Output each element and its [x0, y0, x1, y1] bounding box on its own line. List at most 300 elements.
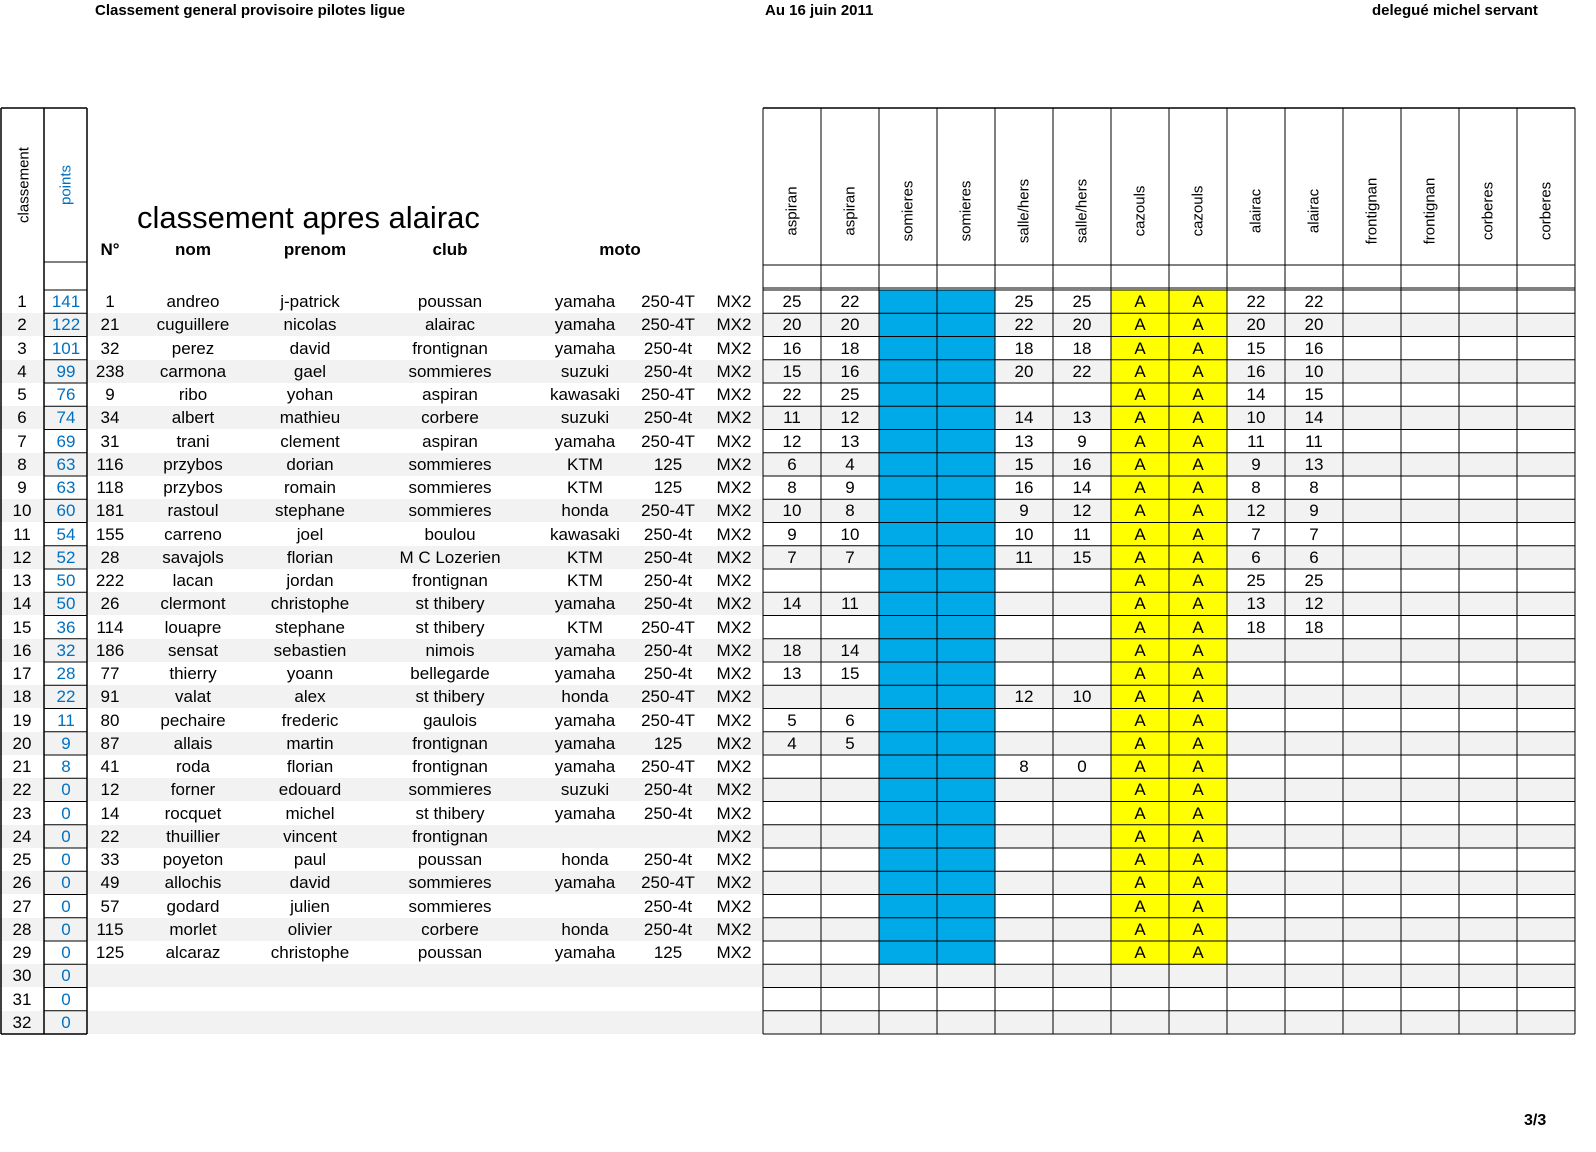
race-result-cell: 18 — [1014, 338, 1034, 358]
cell-club: alairac — [424, 315, 476, 335]
race-result-cell: A — [1192, 385, 1204, 404]
race-result-cell: 6 — [787, 454, 797, 474]
race-result-cell: 9 — [787, 524, 797, 544]
cell-make: yamaha — [554, 803, 616, 823]
race-result-cell: A — [1192, 524, 1204, 544]
race-result-cell: 15 — [840, 664, 860, 683]
race-result-cell: 15 — [1246, 338, 1266, 358]
race-result-cell: 13 — [840, 431, 860, 451]
race-result-cell: 9 — [1309, 501, 1319, 521]
race-result-cell: 14 — [1304, 408, 1324, 428]
cell-cat: MX2 — [716, 640, 752, 660]
cell-num: 115 — [96, 919, 124, 939]
race-result-cell: A — [1192, 687, 1204, 707]
column-header-prenom: prenom — [283, 240, 347, 259]
cell-club: sommieres — [408, 780, 492, 800]
cell-nom: godard — [166, 896, 220, 916]
cell-num: 9 — [105, 385, 115, 404]
race-result-cell: 14 — [840, 640, 860, 660]
cell-cat: MX2 — [716, 873, 752, 893]
cell-nom: lacan — [172, 571, 214, 590]
race-result-cell: 6 — [1309, 547, 1319, 567]
cell-num: 49 — [100, 873, 120, 893]
cell-prenom: joel — [296, 524, 324, 544]
race-result-cell: 8 — [845, 501, 855, 521]
cell-prenom: mathieu — [279, 408, 341, 428]
race-result-cell: 13 — [1246, 594, 1266, 614]
race-header: alairac — [1305, 188, 1323, 233]
cell-cat: MX2 — [716, 385, 752, 404]
cell-club: poussan — [417, 292, 483, 311]
cell-rank: 14 — [12, 594, 32, 614]
race-result-cell: A — [1134, 896, 1146, 916]
cell-num: 114 — [96, 617, 124, 637]
cell-rank: 11 — [13, 524, 31, 544]
cell-nom: przybos — [163, 454, 223, 474]
race-result-cell: A — [1192, 571, 1204, 590]
cell-nom: rocquet — [164, 803, 222, 823]
cell-rank: 16 — [12, 640, 32, 660]
race-result-cell: A — [1192, 780, 1204, 800]
cell-num: 91 — [100, 687, 120, 707]
cell-points: 0 — [61, 896, 71, 916]
column-header-club: club — [432, 240, 468, 259]
cell-rank: 26 — [12, 873, 32, 893]
race-result-cell: 22 — [1014, 315, 1034, 335]
race-result-cell: 13 — [1304, 454, 1324, 474]
cell-num: 222 — [95, 571, 125, 590]
cell-points: 28 — [56, 664, 76, 683]
race-result-cell: A — [1192, 478, 1204, 497]
race-result-cell: A — [1192, 826, 1204, 846]
race-result-cell: 7 — [1309, 524, 1319, 544]
cell-nom: valat — [175, 687, 211, 707]
race-result-cell: 18 — [1304, 617, 1324, 637]
cell-points: 50 — [56, 571, 76, 590]
race-result-cell: A — [1134, 733, 1146, 753]
race-result-cell: A — [1192, 850, 1204, 869]
race-result-cell: 10 — [1246, 408, 1266, 428]
cell-prenom: vincent — [283, 826, 337, 846]
cell-cat: MX2 — [716, 826, 752, 846]
cell-cc: 125 — [653, 943, 683, 962]
race-result-cell: A — [1134, 478, 1146, 497]
cell-num: 1 — [105, 292, 115, 311]
race-result-cell: A — [1134, 780, 1146, 800]
race-result-cell: 12 — [1246, 501, 1266, 521]
cell-prenom: christophe — [270, 594, 350, 614]
cell-cc: 125 — [653, 478, 683, 497]
cell-cat: MX2 — [716, 733, 752, 753]
race-result-cell: 16 — [1072, 454, 1092, 474]
cell-make: honda — [561, 687, 609, 707]
cell-make: KTM — [567, 478, 603, 497]
race-result-cell: 6 — [845, 710, 855, 730]
race-result-cell: 4 — [787, 733, 797, 753]
cell-club: st thibery — [415, 617, 485, 637]
race-result-cell: A — [1134, 431, 1146, 451]
cell-points: 0 — [61, 989, 71, 1009]
race-result-cell: 7 — [787, 547, 797, 567]
race-result-cell: 11 — [841, 594, 859, 614]
race-result-cell: 20 — [1304, 315, 1324, 335]
cell-make: yamaha — [554, 315, 616, 335]
race-result-cell: A — [1134, 338, 1146, 358]
cell-prenom: jordan — [286, 571, 334, 590]
cell-rank: 7 — [17, 431, 27, 451]
race-result-cell: 8 — [1251, 478, 1261, 497]
race-result-cell: 18 — [840, 338, 860, 358]
race-result-cell: A — [1134, 454, 1146, 474]
cell-cat: MX2 — [716, 454, 752, 474]
cell-nom: savajols — [162, 547, 224, 567]
cell-club: sommieres — [408, 873, 492, 893]
race-result-cell: 9 — [1019, 501, 1029, 521]
race-result-cell: A — [1134, 640, 1146, 660]
cell-cc: 250-4T — [641, 687, 695, 707]
race-result-cell: A — [1192, 919, 1204, 939]
cell-cat: MX2 — [716, 919, 752, 939]
cell-prenom: dorian — [286, 454, 334, 474]
column-header-moto: moto — [599, 240, 641, 259]
cell-make: yamaha — [554, 431, 616, 451]
race-result-cell: 20 — [1072, 315, 1092, 335]
race-header: alairac — [1247, 188, 1265, 233]
race-result-cell: A — [1134, 943, 1146, 962]
race-result-cell: A — [1192, 594, 1204, 614]
race-result-cell: 10 — [782, 501, 802, 521]
cell-make: yamaha — [554, 757, 616, 776]
cell-points: 0 — [61, 803, 71, 823]
cell-prenom: david — [289, 338, 331, 358]
cell-rank: 10 — [12, 501, 32, 521]
race-result-cell: A — [1134, 687, 1146, 707]
cell-num: 28 — [100, 547, 120, 567]
cell-cc: 250-4t — [643, 850, 693, 869]
column-header-nom: nom — [175, 240, 211, 259]
cell-rank: 20 — [12, 733, 32, 753]
race-result-cell: 10 — [1304, 361, 1324, 381]
cell-points: 9 — [61, 733, 71, 753]
race-result-cell: 16 — [840, 361, 860, 381]
cell-club: sommieres — [408, 896, 492, 916]
cell-rank: 9 — [17, 478, 27, 497]
cell-prenom: stephane — [275, 617, 345, 637]
cell-points: 0 — [61, 850, 71, 869]
cell-nom: forner — [170, 780, 216, 800]
cell-cc: 250-4T — [641, 757, 695, 776]
race-result-cell: 25 — [1014, 292, 1034, 311]
cell-club: aspiran — [422, 431, 478, 451]
race-header: frontignan — [1421, 177, 1439, 244]
cell-points: 8 — [61, 757, 71, 776]
cell-prenom: olivier — [287, 919, 333, 939]
cell-club: corbere — [421, 919, 479, 939]
cell-points: 76 — [56, 385, 76, 404]
race-result-cell: A — [1134, 408, 1146, 428]
cell-cc: 250-4T — [641, 873, 695, 893]
race-result-cell: 22 — [1072, 361, 1092, 381]
cell-num: 12 — [100, 780, 120, 800]
cell-num: 14 — [100, 803, 120, 823]
cell-prenom: gael — [293, 361, 327, 381]
cell-cc: 250-4t — [643, 664, 693, 683]
cell-points: 141 — [51, 292, 81, 311]
cell-club: frontignan — [412, 338, 488, 358]
cell-nom: clermont — [160, 594, 226, 614]
race-result-cell: 11 — [783, 408, 801, 428]
cell-rank: 1 — [17, 292, 27, 311]
race-result-cell: A — [1134, 919, 1146, 939]
cell-club: boulou — [424, 524, 476, 544]
race-result-cell: A — [1134, 757, 1146, 776]
cell-club: frontignan — [412, 826, 488, 846]
cell-cc: 250-4t — [643, 408, 693, 428]
race-result-cell: A — [1134, 710, 1146, 730]
cell-make: yamaha — [554, 640, 616, 660]
cell-points: 69 — [56, 431, 76, 451]
cell-rank: 28 — [12, 919, 32, 939]
cell-points: 0 — [61, 780, 71, 800]
race-result-cell: A — [1192, 617, 1204, 637]
cell-points: 99 — [56, 361, 76, 381]
race-result-cell: A — [1134, 617, 1146, 637]
cell-prenom: florian — [286, 547, 334, 567]
race-result-cell: 10 — [840, 524, 860, 544]
race-result-cell: A — [1134, 873, 1146, 893]
cell-make: KTM — [567, 617, 603, 637]
race-result-cell: 22 — [782, 385, 802, 404]
cell-nom: allochis — [164, 873, 222, 893]
race-result-cell: 25 — [782, 292, 802, 311]
race-result-cell: 8 — [1019, 757, 1029, 776]
cell-club: frontignan — [412, 733, 488, 753]
race-result-cell: 9 — [845, 478, 855, 497]
race-header: somieres — [957, 180, 975, 241]
cell-cc: 250-4t — [643, 896, 693, 916]
cell-rank: 22 — [12, 780, 32, 800]
race-result-cell: 25 — [1072, 292, 1092, 311]
cell-nom: thierry — [169, 664, 217, 683]
race-result-cell: A — [1192, 873, 1204, 893]
cell-points: 0 — [61, 966, 71, 986]
cell-cc: 250-4T — [641, 710, 695, 730]
cell-nom: cuguillere — [156, 315, 230, 335]
cell-rank: 6 — [17, 408, 27, 428]
race-result-cell: 16 — [1304, 338, 1324, 358]
race-result-cell: A — [1192, 454, 1204, 474]
cell-nom: carreno — [164, 524, 222, 544]
cell-cc: 250-4T — [641, 617, 695, 637]
cell-points: 0 — [61, 919, 71, 939]
cell-nom: thuillier — [166, 826, 220, 846]
race-result-cell: A — [1134, 826, 1146, 846]
cell-club: M C Lozerien — [399, 547, 501, 567]
cell-rank: 4 — [17, 361, 27, 381]
race-result-cell: 12 — [1304, 594, 1324, 614]
cell-prenom: romain — [284, 478, 336, 497]
cell-cat: MX2 — [716, 315, 752, 335]
cell-nom: allais — [173, 733, 213, 753]
cell-points: 50 — [56, 594, 76, 614]
cell-points: 122 — [51, 315, 81, 335]
cell-cat: MX2 — [716, 408, 752, 428]
cell-prenom: alex — [294, 687, 326, 707]
cell-points: 54 — [56, 524, 76, 544]
page-number: 3/3 — [1524, 1112, 1547, 1129]
race-result-cell: 13 — [1014, 431, 1034, 451]
cell-rank: 21 — [12, 757, 32, 776]
cell-cc: 250-4t — [643, 338, 693, 358]
cell-cat: MX2 — [716, 431, 752, 451]
race-result-cell: A — [1134, 385, 1146, 404]
cell-club: frontignan — [412, 757, 488, 776]
cell-rank: 30 — [12, 966, 32, 986]
race-result-cell: 22 — [1246, 292, 1266, 311]
cell-cc: 250-4T — [641, 292, 695, 311]
cell-num: 186 — [95, 640, 125, 660]
cell-make: yamaha — [554, 873, 616, 893]
cell-prenom: clement — [280, 431, 340, 451]
race-result-cell: A — [1192, 315, 1204, 335]
cell-club: poussan — [417, 943, 483, 962]
race-header: cazouls — [1131, 185, 1149, 236]
cell-cat: MX2 — [716, 478, 752, 497]
cell-rank: 8 — [17, 454, 27, 474]
race-result-cell: 12 — [782, 431, 802, 451]
cell-cat: MX2 — [716, 757, 752, 776]
cell-cat: MX2 — [716, 547, 752, 567]
cell-prenom: christophe — [270, 943, 350, 962]
cell-rank: 25 — [12, 850, 32, 869]
cell-make: KTM — [567, 454, 603, 474]
cell-make: suzuki — [560, 780, 610, 800]
cell-make: kawasaki — [550, 524, 620, 544]
cell-nom: pechaire — [160, 710, 226, 730]
race-header: corberes — [1537, 181, 1555, 240]
race-result-cell: 14 — [782, 594, 802, 614]
cell-cat: MX2 — [716, 501, 752, 521]
race-result-cell: A — [1134, 501, 1146, 521]
cell-num: 238 — [95, 361, 125, 381]
race-result-cell: A — [1134, 571, 1146, 590]
cell-make: yamaha — [554, 710, 616, 730]
column-header-classement: classement — [15, 147, 33, 223]
cell-make: KTM — [567, 547, 603, 567]
cell-prenom: stephane — [275, 501, 345, 521]
cell-club: aspiran — [422, 385, 478, 404]
race-result-cell: A — [1192, 431, 1204, 451]
cell-points: 0 — [61, 826, 71, 846]
cell-cat: MX2 — [716, 617, 752, 637]
race-result-cell: A — [1192, 547, 1204, 567]
cell-points: 32 — [56, 640, 76, 660]
cell-points: 0 — [61, 943, 71, 962]
race-header: frontignan — [1363, 177, 1381, 244]
cell-prenom: edouard — [278, 780, 342, 800]
cell-num: 34 — [100, 408, 120, 428]
cell-rank: 3 — [17, 338, 27, 358]
cell-points: 60 — [56, 501, 76, 521]
cell-num: 21 — [100, 315, 120, 335]
cell-points: 0 — [61, 1012, 71, 1032]
cell-num: 80 — [100, 710, 120, 730]
race-result-cell: A — [1192, 408, 1204, 428]
race-result-cell: 11 — [1247, 431, 1265, 451]
race-result-cell: 25 — [1304, 571, 1324, 590]
cell-make: yamaha — [554, 733, 616, 753]
cell-points: 63 — [56, 454, 76, 474]
race-result-cell: A — [1134, 361, 1146, 381]
cell-club: st thibery — [415, 687, 485, 707]
column-header-points: points — [57, 164, 75, 206]
cell-club: sommieres — [408, 501, 492, 521]
cell-club: sommieres — [408, 478, 492, 497]
cell-rank: 32 — [12, 1012, 32, 1032]
cell-num: 77 — [100, 664, 120, 683]
cell-points: 63 — [56, 478, 76, 497]
race-result-cell: 15 — [782, 361, 802, 381]
cell-cat: MX2 — [716, 361, 752, 381]
cell-rank: 29 — [12, 943, 32, 962]
race-result-cell: A — [1134, 315, 1146, 335]
race-result-cell: 14 — [1246, 385, 1266, 404]
cell-rank: 2 — [17, 315, 27, 335]
race-result-cell: A — [1192, 640, 1204, 660]
cell-cc: 250-4T — [641, 431, 695, 451]
race-result-cell: 12 — [1072, 501, 1092, 521]
delegate-name: delegué michel servant — [1372, 2, 1538, 19]
race-result-cell: 16 — [1014, 478, 1034, 497]
race-header: aspiran — [783, 185, 801, 236]
race-result-cell: A — [1134, 803, 1146, 823]
cell-cc: 250-4t — [643, 780, 693, 800]
race-result-cell: 9 — [1077, 431, 1087, 451]
cell-num: 33 — [100, 850, 120, 869]
race-result-cell: A — [1192, 501, 1204, 521]
cell-cc: 250-4t — [643, 571, 693, 590]
race-result-cell: A — [1134, 664, 1146, 683]
cell-make: honda — [561, 501, 609, 521]
cell-cc: 250-4T — [641, 315, 695, 335]
race-header: salle/hers — [1073, 178, 1091, 243]
cell-num: 57 — [100, 896, 120, 916]
cell-cc: 250-4t — [643, 919, 693, 939]
race-result-cell: 15 — [1072, 547, 1092, 567]
cell-nom: alcaraz — [165, 943, 221, 962]
cell-nom: albert — [171, 408, 215, 428]
race-result-cell: 25 — [1246, 571, 1266, 590]
race-result-cell: 10 — [1014, 524, 1034, 544]
race-result-cell: 12 — [1014, 687, 1034, 707]
cell-cat: MX2 — [716, 338, 752, 358]
cell-cc: 250-4t — [643, 803, 693, 823]
cell-cat: MX2 — [716, 664, 752, 683]
cell-cat: MX2 — [716, 292, 752, 311]
cell-club: st thibery — [415, 803, 485, 823]
race-header: salle/hers — [1015, 178, 1033, 243]
cell-club: sommieres — [408, 454, 492, 474]
race-result-cell: A — [1134, 292, 1146, 311]
column-header-num: N° — [100, 240, 120, 259]
cell-rank: 12 — [12, 547, 32, 567]
cell-points: 22 — [56, 687, 76, 707]
race-result-cell: 13 — [1072, 408, 1092, 428]
race-result-cell: A — [1134, 594, 1146, 614]
race-result-cell: 22 — [840, 292, 860, 311]
cell-nom: roda — [175, 757, 211, 776]
race-result-cell: 18 — [1246, 617, 1266, 637]
